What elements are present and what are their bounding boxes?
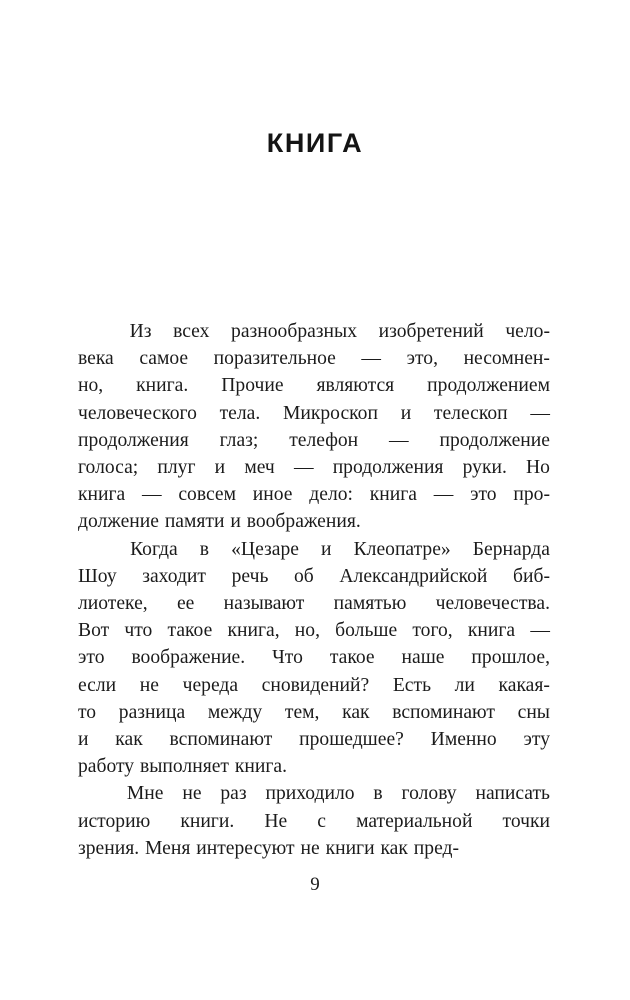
word: прошедшее? <box>299 729 404 751</box>
word: продолжения <box>78 429 189 451</box>
word: лиотеке, <box>78 593 148 615</box>
paragraph-indent <box>78 780 108 807</box>
word: меч <box>244 457 275 479</box>
word: с <box>317 810 326 832</box>
word: книга <box>78 484 126 506</box>
word: как <box>115 729 143 751</box>
word: разница <box>118 701 186 723</box>
word: и <box>214 457 226 479</box>
word: Именно <box>430 729 497 751</box>
word: об <box>294 565 314 587</box>
word: написать <box>475 783 550 805</box>
word: воображение. <box>131 647 246 669</box>
text-line <box>78 726 550 753</box>
word: как <box>342 701 370 723</box>
paragraph-indent <box>78 536 108 563</box>
word: поразительное <box>213 348 336 370</box>
word: являются <box>316 375 395 397</box>
word: книги <box>325 837 375 859</box>
word: в <box>373 783 383 805</box>
word: прошлое, <box>471 647 550 669</box>
word: книга <box>467 620 516 642</box>
word: наше <box>401 647 445 669</box>
word: тела. <box>219 402 261 424</box>
word: между <box>207 701 263 723</box>
word: это, <box>406 348 438 370</box>
word: ли <box>454 674 475 696</box>
word: продолжение <box>439 429 550 451</box>
word: сны <box>517 701 550 723</box>
word: Есть <box>392 674 432 696</box>
word: это <box>470 484 497 506</box>
word: Бернарда <box>472 538 550 560</box>
word: книги. <box>180 810 235 832</box>
word: и <box>400 402 412 424</box>
word: «Цезаре <box>231 538 299 560</box>
word: всех <box>173 321 210 342</box>
chapter-title: КНИГА <box>266 128 364 159</box>
word: чело- <box>505 321 550 342</box>
text-line <box>78 590 550 617</box>
text-line <box>78 835 550 862</box>
word: несомнен- <box>463 348 550 370</box>
word: телескоп <box>433 402 508 424</box>
word: биб- <box>513 565 550 587</box>
word: эту <box>523 729 550 751</box>
text-line <box>78 345 550 372</box>
word: — <box>530 402 550 424</box>
word: Вот <box>78 620 110 642</box>
word: Из <box>129 321 152 342</box>
word: воображения. <box>246 511 361 533</box>
word: — <box>389 429 409 451</box>
word: голову <box>401 783 457 805</box>
word: работу <box>78 756 135 778</box>
text-line <box>78 508 550 535</box>
word: зрения. <box>78 837 140 859</box>
paragraph-indent <box>78 318 108 345</box>
word: речь <box>231 565 269 587</box>
word: вспоминают <box>392 701 495 723</box>
word: — <box>433 484 454 506</box>
page-number: 9 <box>310 874 320 895</box>
word: книга. <box>136 375 189 397</box>
word: но, <box>294 620 320 642</box>
word: про- <box>513 484 550 506</box>
text-line <box>78 808 550 835</box>
word: Клеопатре» <box>353 538 451 560</box>
word: — <box>530 620 550 642</box>
word: не <box>300 837 320 859</box>
word: Не <box>264 810 288 832</box>
body-text-block <box>78 318 550 862</box>
word: точки <box>502 810 550 832</box>
word: должение <box>78 511 159 533</box>
word: Меня <box>145 837 191 859</box>
word: череда <box>182 674 239 696</box>
word: то <box>78 701 97 723</box>
text-line <box>78 699 550 726</box>
word: ее <box>176 593 195 615</box>
word: книга. <box>234 756 287 778</box>
word: такое <box>329 647 375 669</box>
text-line <box>78 427 550 454</box>
text-line <box>78 481 550 508</box>
paragraph <box>78 780 550 862</box>
word: если <box>78 674 117 696</box>
word: того, <box>412 620 453 642</box>
word: приходило <box>265 783 355 805</box>
word: — <box>142 484 162 506</box>
word: больше <box>335 620 398 642</box>
word: книга, <box>227 620 280 642</box>
word: века <box>78 348 114 370</box>
word: книга <box>369 484 417 506</box>
word: такое <box>167 620 213 642</box>
word: — <box>293 457 314 479</box>
word: называют <box>223 593 305 615</box>
word: продолжения <box>332 457 444 479</box>
word: но, <box>78 375 104 397</box>
text-line <box>78 454 550 481</box>
word: человеческого <box>78 402 197 424</box>
word: и <box>321 538 332 560</box>
text-line <box>78 753 550 780</box>
word: Шоу <box>78 565 117 587</box>
word: Когда <box>130 538 178 560</box>
word: иное <box>252 484 293 506</box>
text-line <box>78 400 550 427</box>
word: самое <box>139 348 189 370</box>
word: выполняет <box>139 756 229 778</box>
word: изобретений <box>378 321 484 342</box>
word: плуг <box>157 457 196 479</box>
word: Что <box>272 647 303 669</box>
word: телефон <box>289 429 359 451</box>
text-line <box>78 318 550 345</box>
word: Александрийской <box>339 565 488 587</box>
word: сновидений? <box>261 674 370 696</box>
word: не <box>139 674 159 696</box>
word: памятью <box>333 593 407 615</box>
word: вспоминают <box>169 729 273 751</box>
word: не <box>182 783 202 805</box>
text-line <box>78 780 550 807</box>
text-line <box>78 536 550 563</box>
word: и <box>230 511 241 533</box>
word: историю <box>78 810 151 832</box>
word: пред- <box>413 837 459 859</box>
word: дело: <box>309 484 353 506</box>
text-line <box>78 617 550 644</box>
word: как <box>380 837 408 859</box>
word: памяти <box>164 511 225 533</box>
paragraph <box>78 318 550 536</box>
word: что <box>124 620 153 642</box>
word: разнообразных <box>231 321 357 342</box>
word: Но <box>526 457 550 479</box>
word: Микроскоп <box>282 402 378 424</box>
word: это <box>78 647 105 669</box>
word: совсем <box>178 484 237 506</box>
word: материальной <box>356 810 473 832</box>
word: человечества. <box>435 593 550 615</box>
word: голоса; <box>78 457 139 479</box>
text-line <box>78 672 550 699</box>
word: заходит <box>142 565 206 587</box>
paragraph <box>78 536 550 781</box>
word: какая- <box>498 674 550 696</box>
word: и <box>78 729 89 751</box>
word: тем, <box>284 701 320 723</box>
word: Прочие <box>221 375 284 397</box>
word: интересуют <box>196 837 295 859</box>
text-line <box>78 563 550 590</box>
word: глаз; <box>219 429 259 451</box>
word: — <box>361 348 382 370</box>
text-line <box>78 372 550 399</box>
word: раз <box>220 783 247 805</box>
word: Мне <box>126 783 164 805</box>
word: руки. <box>462 457 507 479</box>
text-line <box>78 644 550 671</box>
word: продолжением <box>427 375 550 397</box>
word: в <box>199 538 210 560</box>
